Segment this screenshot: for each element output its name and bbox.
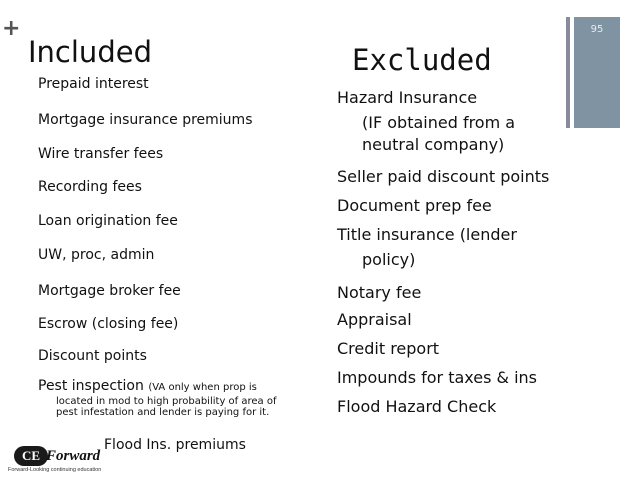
logo-ce-badge: CE (14, 446, 48, 466)
logo-forward-text: Forward (46, 448, 101, 464)
included-item-discount-points: Discount points (38, 348, 147, 364)
included-item-pest-inspection (38, 378, 257, 396)
included-item-broker-fee: Mortgage broker fee (38, 283, 181, 299)
pest-note-line-3: pest infestation and lender is paying for it. (56, 407, 270, 418)
excluded-item-seller-points: Seller paid discount points (337, 167, 550, 186)
excluded-hazard-note-1: (IF obtained from a (362, 113, 516, 132)
excluded-item-impounds: Impounds for taxes & ins (337, 368, 537, 387)
included-title: Included (28, 35, 152, 69)
ce-forward-logo (6, 444, 116, 476)
included-item-uw-proc-admin: UW, proc, admin (38, 247, 155, 263)
excluded-title-insurance-cont: policy) (362, 250, 416, 269)
pest-note-line-2: located in mod to high probability of area of (56, 396, 277, 407)
excluded-hazard-note-2: neutral company) (362, 135, 505, 154)
included-item-mortgage-insurance: Mortgage insurance premiums (38, 112, 253, 128)
included-item-loan-origination: Loan origination fee (38, 213, 178, 229)
included-item-escrow: Escrow (closing fee) (38, 316, 179, 332)
page-number: 95 (590, 24, 604, 35)
excluded-item-credit-report: Credit report (337, 339, 440, 358)
included-item-flood-ins: Flood Ins. premiums (104, 437, 246, 453)
logo-tagline: Forward-Looking continuing education (8, 467, 102, 473)
excluded-title: Excluded (352, 43, 492, 77)
included-item-prepaid-interest: Prepaid interest (38, 76, 149, 92)
excluded-item-hazard: Hazard Insurance (337, 88, 478, 107)
included-item-recording-fees: Recording fees (38, 179, 142, 195)
plus-mark: + (2, 16, 21, 41)
pest-inspection-note: (VA only when prop is (148, 382, 257, 393)
excluded-item-title-insurance: Title insurance (lender (337, 225, 517, 244)
excluded-item-doc-prep: Document prep fee (337, 196, 492, 215)
included-item-wire-transfer: Wire transfer fees (38, 146, 164, 162)
excluded-item-notary: Notary fee (337, 283, 422, 302)
excluded-item-appraisal: Appraisal (337, 310, 412, 329)
thin-accent-bar (566, 17, 570, 128)
pest-inspection-label: Pest inspection (38, 378, 144, 394)
excluded-item-flood-check: Flood Hazard Check (337, 397, 497, 416)
